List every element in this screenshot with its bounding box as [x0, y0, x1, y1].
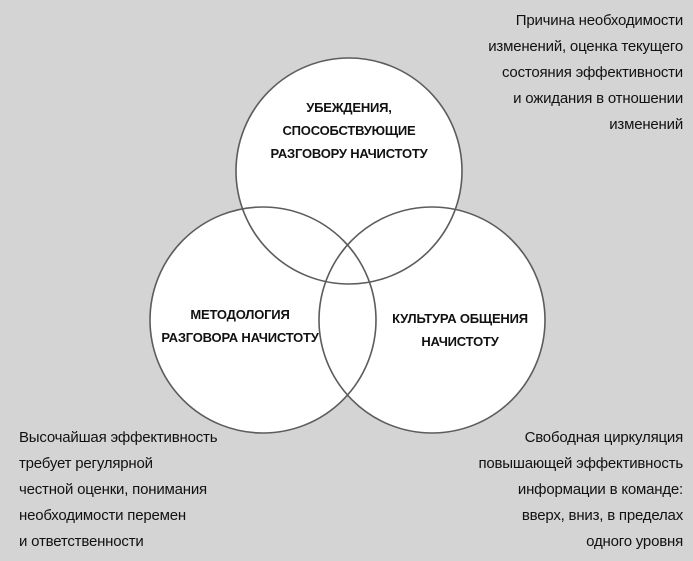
- circle-left-label: МЕТОДОЛОГИЯ РАЗГОВОРА НАЧИСТОТУ: [161, 307, 319, 345]
- circle-top-label: УБЕЖДЕНИЯ, СПОСОБСТВУЮЩИЕ РАЗГОВОРУ НАЧИСТОТУ: [270, 100, 428, 161]
- note-bottom-right: Свободная циркуляция повышающей эффективность информации в команде: вверх, вниз, в пределах одного уровня: [478, 429, 683, 550]
- note-bottom-left: Высочайшая эффективность требует регулярной честной оценки, понимания необходимости перемен и ответственности: [19, 429, 218, 550]
- note-top-right: Причина необходимости изменений, оценка текущего состояния эффективности и ожидания в отношении изменений: [488, 12, 683, 133]
- circle-right-label: КУЛЬТУРА ОБЩЕНИЯ НАЧИСТОТУ: [392, 311, 528, 349]
